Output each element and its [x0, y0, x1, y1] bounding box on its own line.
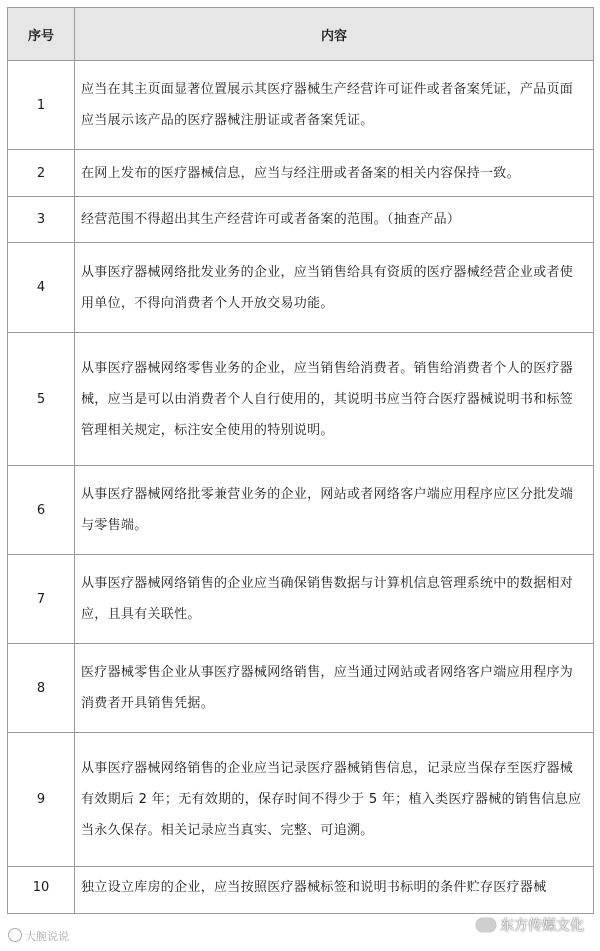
row-content: 从事医疗器械网络零售业务的企业，应当销售给消费者。销售给消费者个人的医疗器械，应当是可以由消费者个人自行使用的，其说明书应当符合医疗器械说明书和标签管理相关规定，标注安全使用的特别说明。: [75, 333, 594, 466]
row-number: 3: [8, 197, 75, 243]
row-number: 1: [8, 61, 75, 150]
regulation-table: [7, 7, 594, 914]
watermark-right-text: 东方传媒文化: [500, 918, 584, 934]
row-number: 7: [8, 555, 75, 644]
row-content: 在网上发布的医疗器械信息，应当与经注册或者备案的相关内容保持一致。: [75, 150, 594, 197]
row-number: 10: [8, 867, 75, 914]
table-row: [8, 61, 594, 150]
table-row: [8, 644, 594, 733]
row-content: 应当在其主页面显著位置展示其医疗器械生产经营许可证件或者备案凭证，产品页面应当展示该产品的医疗器械注册证或者备案凭证。: [75, 61, 594, 150]
row-number: 6: [8, 466, 75, 555]
table-header-row: [8, 8, 594, 61]
table-row: [8, 333, 594, 466]
row-content: 从事医疗器械网络批零兼营业务的企业，网站或者网络客户端应用程序应区分批发端与零售端。: [75, 466, 594, 555]
row-content: 从事医疗器械网络批发业务的企业，应当销售给具有资质的医疗器械经营企业或者使用单位，不得向消费者个人开放交易功能。: [75, 243, 594, 333]
wechat-icon: [476, 918, 496, 932]
weibo-icon: [8, 928, 22, 942]
row-number: 8: [8, 644, 75, 733]
table-row: [8, 243, 594, 333]
header-content: 内容: [75, 8, 594, 61]
row-content: 从事医疗器械网络销售的企业应当记录医疗器械销售信息，记录应当保存至医疗器械有效期后 2 年；无有效期的，保存时间不得少于 5 年；植入类医疗器械的销售信息应当永久保存。相关记录应当真实、完整、可追溯。: [75, 733, 594, 867]
header-index: 序号: [8, 8, 75, 61]
watermark-right: [476, 915, 584, 935]
watermark-left-text: 大腕说说: [25, 930, 69, 943]
row-content: 从事医疗器械网络销售的企业应当确保销售数据与计算机信息管理系统中的数据相对应，且具有关联性。: [75, 555, 594, 644]
table-row: [8, 733, 594, 867]
row-number: 4: [8, 243, 75, 333]
row-number: 2: [8, 150, 75, 197]
row-content: 独立设立库房的企业，应当按照医疗器械标签和说明书标明的条件贮存医疗器械: [75, 867, 594, 914]
watermark-left: [8, 928, 69, 944]
row-number: 9: [8, 733, 75, 867]
table-row: [8, 150, 594, 197]
row-content: 医疗器械零售企业从事医疗器械网络销售，应当通过网站或者网络客户端应用程序为消费者开具销售凭据。: [75, 644, 594, 733]
table-row: [8, 555, 594, 644]
row-content: 经营范围不得超出其生产经营许可或者备案的范围。（抽查产品）: [75, 197, 594, 243]
row-number: 5: [8, 333, 75, 466]
table-row: [8, 197, 594, 243]
table-row: [8, 867, 594, 914]
table-row: [8, 466, 594, 555]
